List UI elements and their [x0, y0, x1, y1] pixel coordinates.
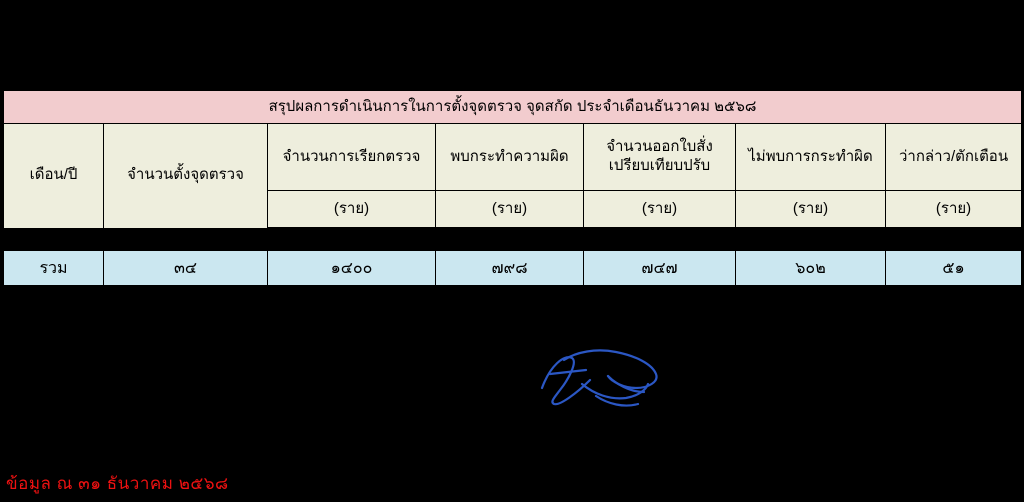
table-row: [4, 251, 1022, 286]
column-unit-inspections: (ราย): [268, 191, 436, 228]
footnote-text: ข้อมูล ณ ๓๑ ธันวาคม ๒๕๖๘: [6, 474, 229, 493]
results-table: [3, 90, 1022, 228]
column-header-inspections: จำนวนการเรียกตรวจ: [268, 124, 436, 191]
column-header-checkpoint-count: จำนวนตั้งจุดตรวจ: [104, 124, 268, 228]
column-unit-violations-found: (ราย): [436, 191, 584, 228]
table-title-row: [4, 91, 1022, 124]
signature-mark: [520, 340, 690, 420]
summary-checkpoint-count: ๓๔: [104, 251, 268, 286]
column-header-warning: ว่ากล่าว/ตักเตือน: [886, 124, 1022, 191]
column-header-no-violation: ไม่พบการกระทำผิด: [736, 124, 886, 191]
summary-no-violation: ๖๐๒: [736, 251, 886, 286]
summary-warning: ๕๑: [886, 251, 1022, 286]
table-header-row: [4, 124, 1022, 191]
summary-violations-found: ๗๙๘: [436, 251, 584, 286]
summary-tickets-issued: ๗๔๗: [584, 251, 736, 286]
column-header-violations-found: พบกระทำความผิด: [436, 124, 584, 191]
summary-table: [3, 250, 1022, 286]
column-header-month-year: เดือน/ปี: [4, 124, 104, 228]
summary-inspections: ๑๔๐๐: [268, 251, 436, 286]
column-unit-warning: (ราย): [886, 191, 1022, 228]
column-unit-tickets-issued: (ราย): [584, 191, 736, 228]
summary-label: รวม: [4, 251, 104, 286]
page-title: สรุปผลการดำเนินการในการตั้งจุดตรวจ จุดสกัด ประจำเดือนธันวาคม ๒๕๖๘: [4, 91, 1022, 124]
column-header-tickets-issued: จำนวนออกใบสั่งเปรียบเทียบปรับ: [584, 124, 736, 191]
column-unit-no-violation: (ราย): [736, 191, 886, 228]
